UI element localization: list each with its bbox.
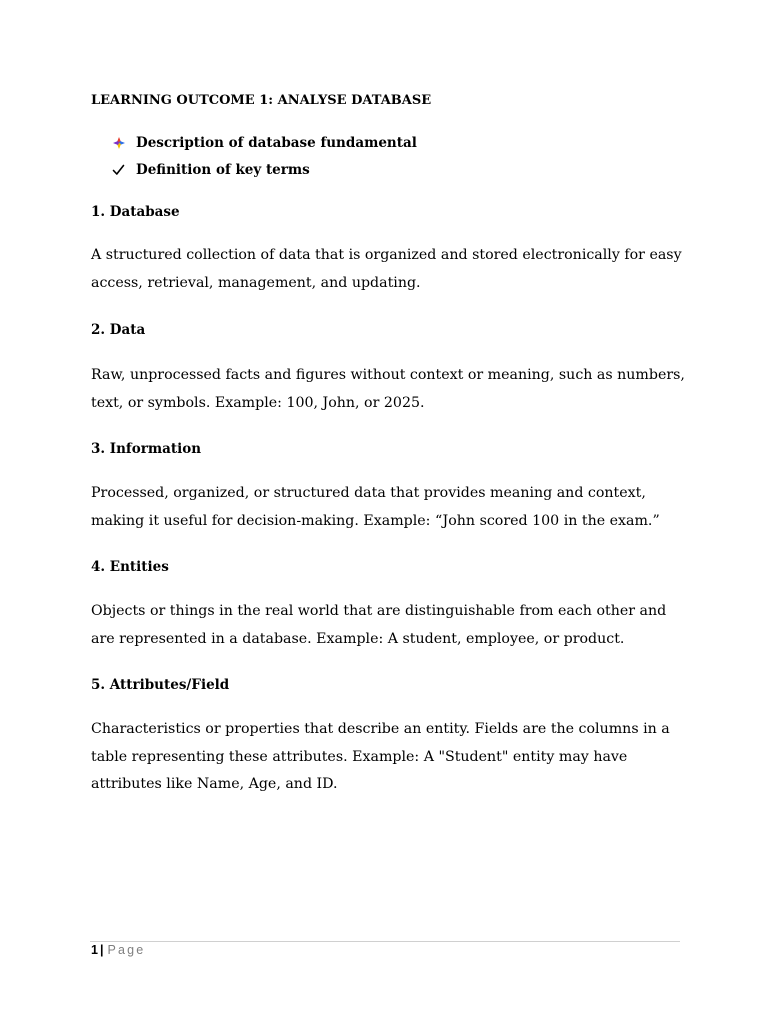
term-title: 5. Attributes/Field xyxy=(91,677,230,693)
term-title: 2. Data xyxy=(91,322,146,338)
page-number: 1 xyxy=(91,943,98,957)
term-title: 3. Information xyxy=(91,441,202,457)
term-definition: Processed, organized, or structured data that provides meaning and context, making it useful for decision-making. Example: “John scored 100 in the exam.” xyxy=(91,485,660,529)
learning-outcome-heading: LEARNING OUTCOME 1: ANALYSE DATABASE xyxy=(91,93,432,108)
term-title: 4. Entities xyxy=(91,559,169,575)
term-definition: Raw, unprocessed facts and figures without context or meaning, such as numbers, text, or symbols. Example: 100, John, or 2025. xyxy=(91,367,685,411)
term-entities xyxy=(91,557,691,647)
footer-divider xyxy=(90,941,680,942)
page-footer xyxy=(91,943,145,957)
term-definition: Objects or things in the real world that are distinguishable from each other and are represented in a database. Example: A student, employee, or product. xyxy=(91,603,667,647)
bullet-item-definition xyxy=(112,156,417,183)
term-title: 1. Database xyxy=(91,204,180,220)
term-definition: A structured collection of data that is organized and stored electronically for easy access, retrieval, management, and updating. xyxy=(91,247,682,291)
bullet-text: Description of database fundamental xyxy=(136,134,417,151)
term-attributes-field xyxy=(91,675,691,792)
page-label: Page xyxy=(107,943,146,957)
term-information xyxy=(91,439,691,529)
outcome-bullet-list xyxy=(112,129,417,183)
checkmark-icon xyxy=(112,164,136,176)
bullet-text: Definition of key terms xyxy=(136,161,310,178)
term-database xyxy=(91,202,691,291)
term-data xyxy=(91,320,691,411)
footer-separator: | xyxy=(99,943,104,957)
arrow-star-bullet-icon xyxy=(112,136,136,150)
bullet-item-description xyxy=(112,129,417,156)
term-definition: Characteristics or properties that describe an entity. Fields are the columns in a table representing these attributes. Example: A "Student" entity may have attributes like Name, Age, and ID. xyxy=(91,721,670,792)
